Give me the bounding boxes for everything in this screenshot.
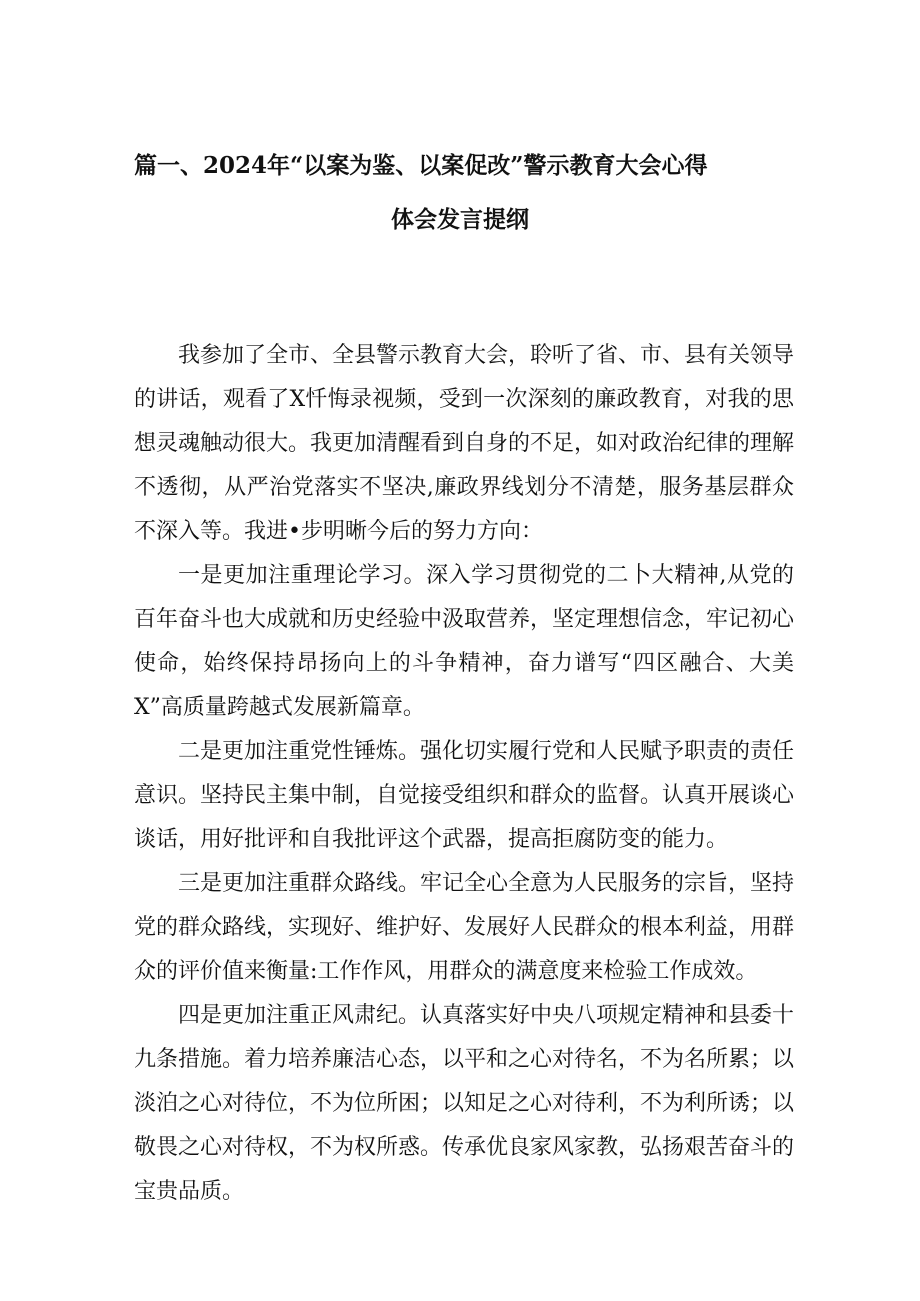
paragraph-intro: 我参加了全市、全县警示教育大会，聆听了省、市、县有关领导的讲话，观看了X忏悔录视频，受到一次深刻的廉政教育，对我的思想灵魂触动很大。我更加清醒看到自身的不足，如对政治纪律的理解不透彻，从严治党落实不坚决,廉政界线划分不清楚，服务基层群众不深入等。我进•步明晰今后的努力方向： (134, 343, 795, 544)
document-body (134, 334, 794, 1214)
paragraph-theory-study: 一是更加注重理论学习。深入学习贯彻党的二卜大精神,从党的百年奋斗也大成就和历史经验中汲取营养，坚定理想信念，牢记初心使命，始终保持昂扬向上的斗争精神，奋力谱写“四区融合、大美X”高质量跨越式发展新篇章。 (134, 563, 795, 720)
document-title-line-1: 篇一、2024年“以案为鉴、以案促改”警示教育大会心得 (134, 152, 708, 179)
document-title-line-2: 体会发言提纲 (391, 206, 529, 233)
paragraph-discipline: 四是更加注重正风肃纪。认真落实好中央八项规定精神和县委十九条措施。着力培养廉洁心态，以平和之心对待名，不为名所累；以淡泊之心对待位，不为位所困；以知足之心对待利，不为利所诱；以敬畏之心对待权，不为权所惑。传承优良家风家教，弘扬艰苦奋斗的宝贵品质。 (134, 1003, 795, 1204)
paragraph-mass-line: 三是更加注重群众路线。牢记全心全意为人民服务的宗旨，坚持党的群众路线，实现好、维护好、发展好人民群众的根本利益，用群众的评价值来衡量:工作作风，用群众的满意度来检验工作成效。 (134, 871, 795, 984)
paragraph-party-spirit: 二是更加注重党性锤炼。强化切实履行党和人民赋予职责的责任意识。坚持民主集中制，自觉接受组织和群众的监督。认真开展谈心谈话，用好批评和自我批评这个武器，提高拒腐防变的能力。 (134, 739, 795, 852)
